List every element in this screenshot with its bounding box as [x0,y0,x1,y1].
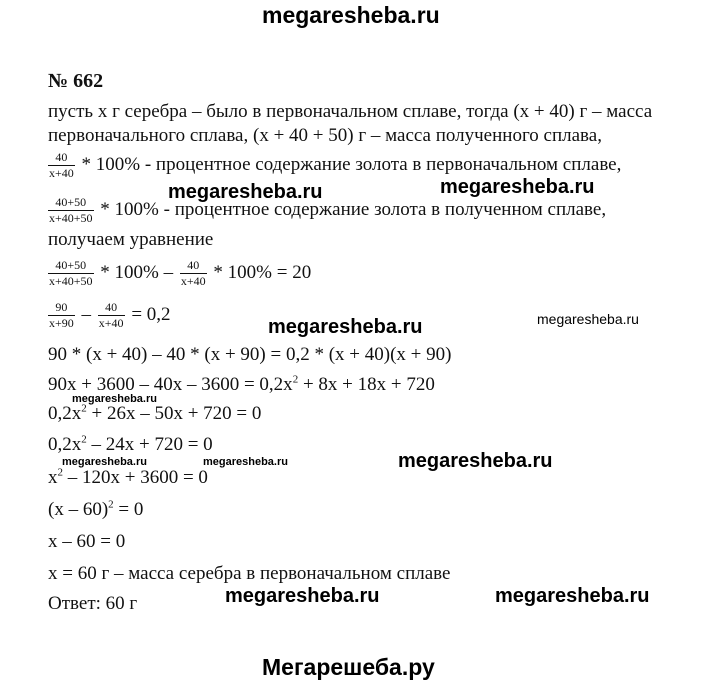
watermark: megaresheba.ru [203,456,288,468]
equation-4: $90x + 3600 - 40x - 3600 = 0,2x^2 + 8x + 18x + 720$ [48,373,435,395]
watermark: megaresheba.ru [168,181,323,203]
text-line-4: $\frac{40+50}{x+40+50}$ * 100% - процентное содержание золота в полученном сплаве, [49,195,607,225]
fraction: $\frac{40}{x+40}$ [98,300,124,330]
equation-9: x – 60 = 0 [48,531,126,552]
equation-7: $x^2 - 120x + 3600 = 0$ [48,466,208,488]
equation-6: $0,2x^2 - 24x + 720 = 0$ [48,433,213,455]
watermark: megaresheba.ru [440,176,595,198]
watermark: megaresheba.ru [537,311,639,327]
equation-8: (x – 60)$^2$ = 0 [48,498,144,520]
watermark: megaresheba.ru [72,393,157,405]
fraction: $\frac{40}{x+40}$ [49,150,74,180]
fraction: $\frac{40+50}{x+40+50}$ [49,258,93,288]
answer: Ответ: 60 г [48,593,138,614]
equation-1: $\frac{40+50}{x+40+50}$ * 100% – $\frac{40}{x+40}$ * 100% = 20 [49,258,312,288]
problem-number: № 662 [48,70,104,92]
watermark: megaresheba.ru [398,450,553,472]
equation-5: $0,2x^2 + 26x - 50x + 720 = 0$ [48,402,262,424]
equation-3: 90 * (x + 40) – 40 * (x + 90) = 0,2 * (x + 40)(x + 90) [48,344,452,365]
fraction: $\frac{40+50}{x+40+50}$ [49,195,93,225]
fraction: $\frac{90}{x+90}$ [49,300,74,330]
text-line-1: пусть х г серебра – было в первоначальном сплаве, тогда (x + 40) г – масса [48,101,653,122]
watermark: megaresheba.ru [268,316,423,338]
site-footer: Мегарешеба.ру [262,654,435,680]
equation-2: $\frac{90}{x+90}$ – $\frac{40}{x+40}$ = 0,2 [49,300,171,330]
site-header: megaresheba.ru [262,2,440,28]
fraction: $\frac{40}{x+40}$ [180,258,206,288]
equation-10: x = 60 г – масса серебра в первоначальном сплаве [48,563,451,584]
text-line-3: $\frac{40}{x+40}$ * 100% - процентное содержание золота в первоначальном сплаве, [49,150,622,180]
text-line-2: первоначального сплава, (x + 40 + 50) г – масса полученного сплава, [48,125,602,146]
text-line-5: получаем уравнение [48,229,214,250]
watermark: megaresheba.ru [62,456,147,468]
watermark: megaresheba.ru [495,585,650,607]
watermark: megaresheba.ru [225,585,380,607]
